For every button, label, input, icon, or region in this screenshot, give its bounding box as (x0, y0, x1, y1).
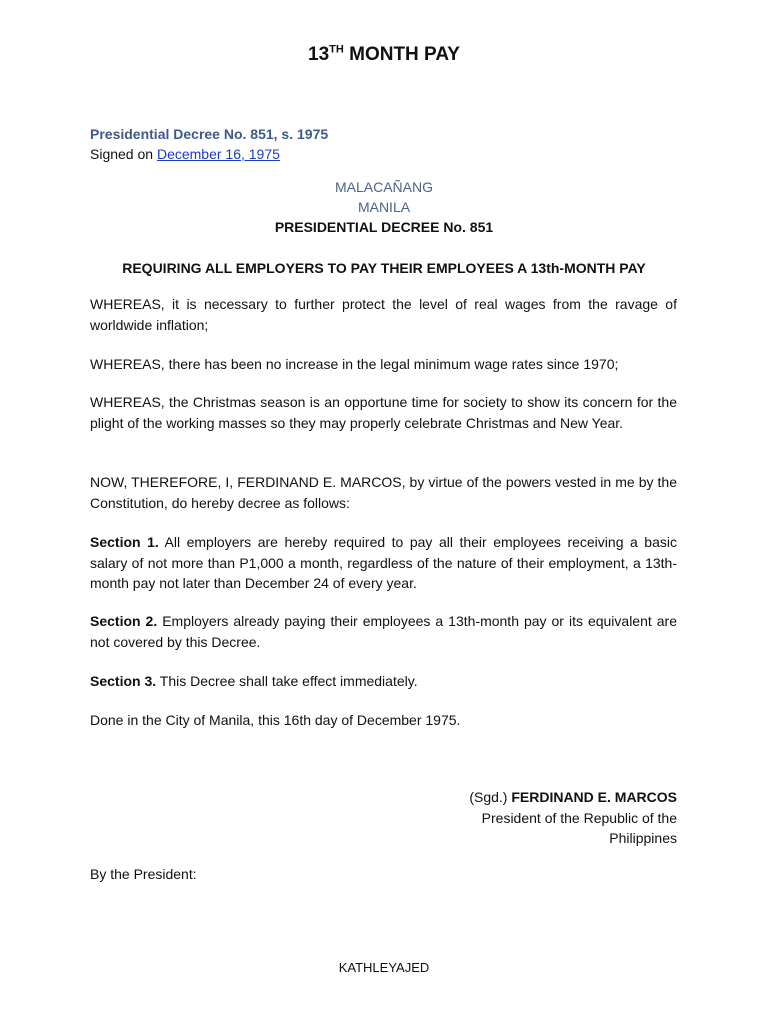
place-line-manila: MANILA (357, 199, 411, 215)
signature-role-line-2: Philippines (609, 830, 677, 846)
whereas-paragraph-1: WHEREAS, it is necessary to further protect the level of real wages from the ravage of worldwide inflation; (90, 296, 677, 333)
now-therefore-paragraph: NOW, THEREFORE, I, FERDINAND E. MARCOS, by virtue of the powers vested in me by the Constitution, do hereby decree as follows: (90, 474, 677, 511)
decree-number: PRESIDENTIAL DECREE No. 851 (274, 219, 494, 235)
place-line-malacanang: MALACAÑANG (334, 179, 434, 195)
section-2-label: Section 2. (90, 613, 158, 629)
section-1-text: All employers are hereby required to pay all their employees receiving a basic salary of not more than P1,000 a month, regardless of the nature of their employment, a 13th-month pay not later than December 24 of every year. (90, 534, 677, 591)
whereas-paragraph-2: WHEREAS, there has been no increase in the legal minimum wage rates since 1970; (90, 356, 619, 372)
signed-prefix: Signed on (90, 146, 157, 162)
page-footer: KATHLEYAJED (338, 960, 430, 975)
signed-date-link[interactable]: December 16, 1975 (156, 146, 280, 162)
section-1-label: Section 1. (90, 534, 159, 550)
section-3 (90, 671, 677, 692)
signature-name: FERDINAND E. MARCOS (511, 789, 677, 805)
section-3-text: This Decree shall take effect immediately. (156, 673, 418, 689)
signature-block (469, 787, 677, 849)
by-the-president: By the President: (90, 866, 197, 882)
section-1 (90, 532, 677, 594)
signature-line (469, 787, 677, 808)
whereas-paragraph-3: WHEREAS, the Christmas season is an opportune time for society to show its concern for the plight of the working masses so they may properly celebrate Christmas and New Year. (90, 394, 677, 431)
title-rest: MONTH PAY (343, 44, 460, 65)
page-title (0, 44, 768, 66)
section-3-label: Section 3. (90, 673, 157, 689)
decree-title: Presidential Decree No. 851, s. 1975 (90, 126, 329, 142)
section-2-text: Employers already paying their employees a 13th-month pay or its equivalent are not covered by this Decree. (90, 613, 677, 650)
decree-subject: REQUIRING ALL EMPLOYERS TO PAY THEIR EMPLOYEES A 13th-MONTH PAY (122, 260, 646, 276)
section-2 (90, 611, 677, 652)
place-block (0, 177, 768, 217)
signature-role-line-1: President of the Republic of the (481, 809, 677, 826)
title-superscript: TH (329, 43, 344, 56)
signature-sgd: (Sgd.) (469, 789, 512, 805)
decree-header (90, 124, 328, 164)
signed-line (90, 146, 280, 162)
done-paragraph: Done in the City of Manila, this 16th day of December 1975. (90, 712, 461, 728)
title-number: 13 (308, 44, 330, 65)
